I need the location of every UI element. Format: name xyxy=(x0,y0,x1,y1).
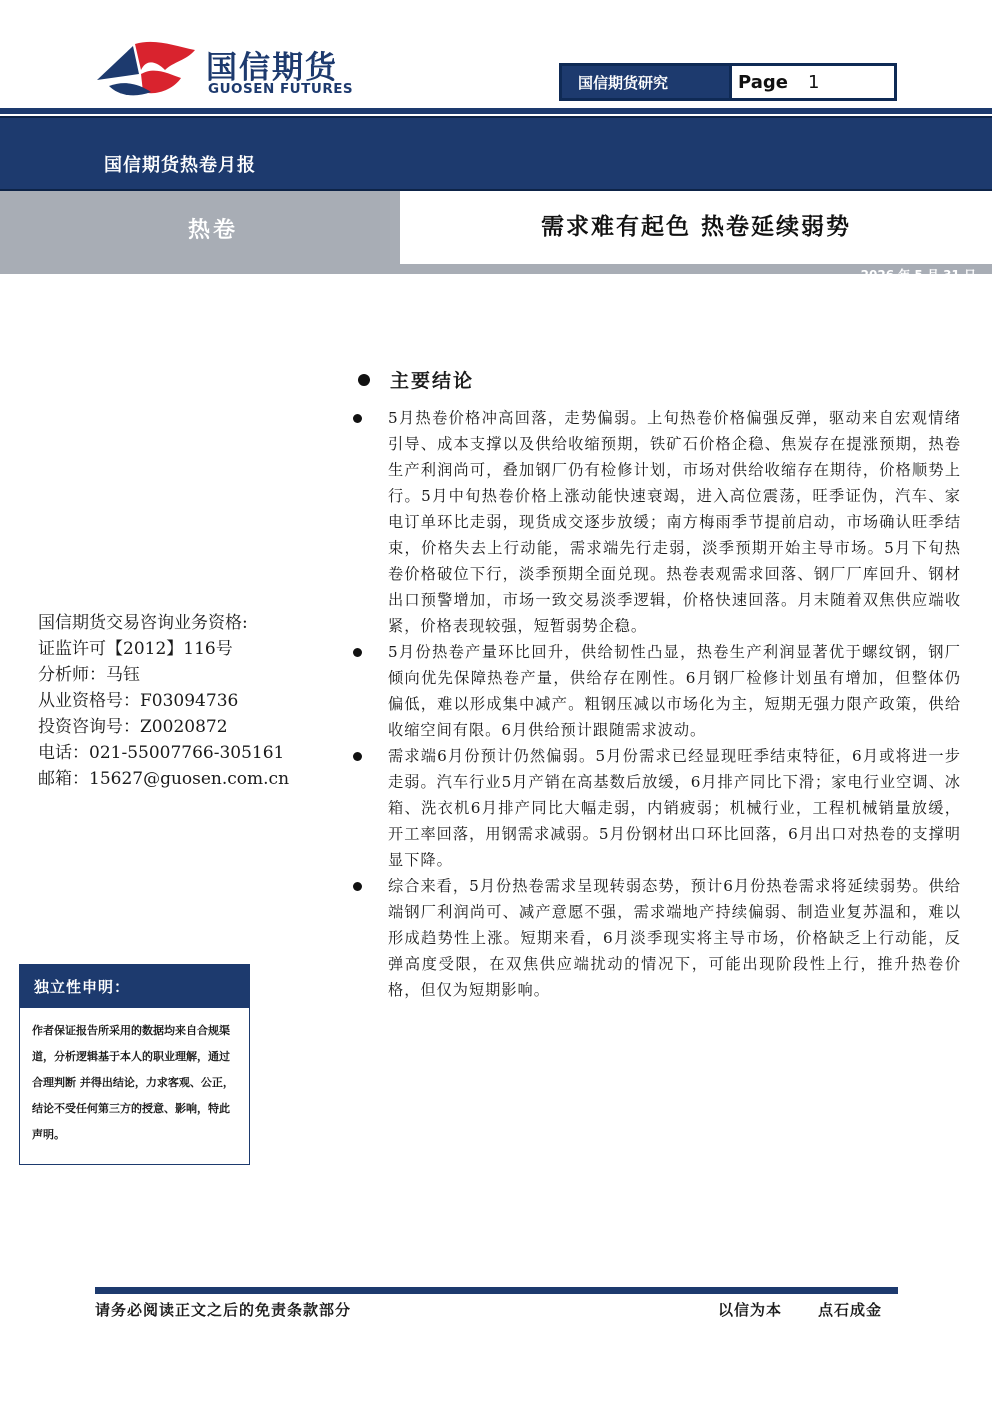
page-indicator xyxy=(729,66,894,98)
statement-body: 作者保证报告所采用的数据均来自合规渠道，分析逻辑基于本人的职业理解，通过合理判断 并得出结论，力求客观、公正，结论不受任何第三方的授意、影响，特此声明。 xyxy=(32,1024,234,1141)
paragraph-text: 5月份热卷产量环比回升，供给韧性凸显，热卷生产利润显著优于螺纹钢，钢厂倾向优先保障热卷产量，供给存在刚性。6月钢厂检修计划虽有增加，但整体仍偏低，难以形成集中减产。粗钢压减以市场化为主，短期无强力限产政策，供给收缩空间有限。6月供给预计跟随需求波动。 xyxy=(388,643,961,739)
footer-rule xyxy=(95,1287,898,1294)
report-type: 国信期货热卷月报 xyxy=(104,155,256,176)
bullet-icon xyxy=(353,648,362,657)
motto-1: 以信为本 xyxy=(718,1301,783,1319)
paragraph-text: 需求端6月份预计仍然偏弱。5月份需求已经显现旺季结束特征，6月或将进一步走弱。汽车行业5月产销在高基数后放缓，6月排产同比下滑；家电行业空调、冰箱、洗衣机6月排产同比大幅走弱，内销疲弱；机械行业，工程机械销量放缓，开工率回落，用钢需求减弱。5月份钢材出口环比回落，6月出口对热卷的支撑明显下降。 xyxy=(388,747,961,869)
logo-chinese-name: 国信期货 xyxy=(206,50,338,86)
list-item xyxy=(353,873,963,1003)
qualification-number: 从业资格号：F03094736 xyxy=(38,691,239,711)
sector-label: 热卷 xyxy=(188,218,239,243)
page-number: 1 xyxy=(807,71,820,93)
list-item xyxy=(353,405,963,639)
footer-motto xyxy=(718,1299,882,1320)
statement-title: 独立性申明： xyxy=(20,965,249,1008)
bullet-icon xyxy=(353,882,362,891)
bullet-icon xyxy=(353,414,362,423)
consulting-number: 投资咨询号：Z0020872 xyxy=(38,717,228,737)
analyst-info xyxy=(38,610,289,792)
report-title: 需求难有起色 热卷延续弱势 xyxy=(540,213,851,240)
analyst-name: 分析师：马钰 xyxy=(38,665,140,685)
conclusion-list xyxy=(353,405,963,1003)
section-title: 主要结论 xyxy=(390,370,475,392)
license-heading: 国信期货交易咨询业务资格: xyxy=(38,613,248,633)
motto-2: 点石成金 xyxy=(818,1301,883,1319)
list-item xyxy=(353,639,963,743)
bullet-icon xyxy=(353,752,362,761)
email: 邮箱：15627@guosen.com.cn xyxy=(38,769,290,789)
license-number: 证监许可【2012】116号 xyxy=(38,639,233,659)
research-label: 国信期货研究 xyxy=(562,66,729,98)
bullet-icon xyxy=(358,374,370,386)
header-rule xyxy=(0,108,992,114)
report-date: 2026 年 5 月 31 日 xyxy=(860,268,976,282)
logo-english-name: GUOSEN FUTURES xyxy=(208,81,354,97)
paragraph-text: 5月热卷价格冲高回落，走势偏弱。上旬热卷价格偏强反弹，驱动来自宏观情绪引导、成本支撑以及供给收缩预期，铁矿石价格企稳、焦炭存在提涨预期，热卷生产利润尚可，叠加钢厂仍有检修计划，市场对供给收缩存在期待，价格顺势上行。5月中旬热卷价格上涨动能快速衰竭，进入高位震荡，旺季证伪，汽车、家电订单环比走弱，现货成交逐步放缓；南方梅雨季节提前启动，市场确认旺季结束，价格失去上行动能，需求端先行走弱，淡季预期开始主导市场。5月下旬热卷价格破位下行，淡季预期全面兑现。热卷表观需求回落、钢厂厂库回升、钢材出口预警增加，市场一致交易淡季逻辑，价格快速回落。月末随着双焦供应端收紧，价格表现较强，短暂弱势企稳。 xyxy=(388,409,961,635)
section-heading xyxy=(358,366,474,393)
page-label: Page xyxy=(738,71,788,93)
phone: 电话：021-55007766-305161 xyxy=(38,743,285,763)
research-page-box xyxy=(559,63,897,101)
guosen-logo-icon xyxy=(95,40,200,98)
independence-statement xyxy=(19,964,250,1165)
disclaimer-note: 请务必阅读正文之后的免责条款部分 xyxy=(95,1301,352,1319)
list-item xyxy=(353,743,963,873)
paragraph-text: 综合来看，5月份热卷需求呈现转弱态势，预计6月份热卷需求将延续弱势。供给端钢厂利润尚可、减产意愿不强，需求端地产持续偏弱、制造业复苏温和，难以形成趋势性上涨。短期来看，6月淡季现实将主导市场，价格缺乏上行动能，反弹高度受限，在双焦供应端扰动的情况下，可能出现阶段性上行，推升热卷价格，但仅为短期影响。 xyxy=(388,877,961,999)
